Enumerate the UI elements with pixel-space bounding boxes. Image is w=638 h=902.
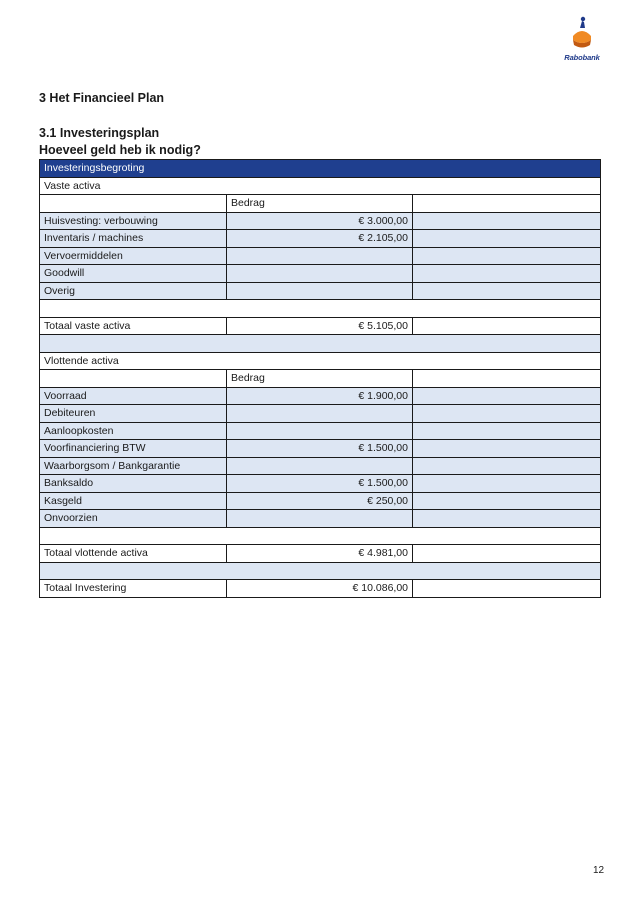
- table-row: [40, 387, 601, 405]
- table-row: [40, 422, 601, 440]
- row-amount: [227, 422, 413, 440]
- empty-cell: [40, 195, 227, 213]
- row-amount: [227, 510, 413, 528]
- section-title: Vaste activa: [40, 177, 601, 195]
- empty-cell: [413, 317, 601, 335]
- section-title: Vlottende activa: [40, 352, 601, 370]
- table-row: [40, 282, 601, 300]
- empty-cell: [413, 282, 601, 300]
- row-amount: € 1.500,00: [227, 475, 413, 493]
- amount-header-row: [40, 370, 601, 388]
- amount-header: Bedrag: [227, 370, 413, 388]
- row-amount: [227, 405, 413, 423]
- empty-cell: [413, 405, 601, 423]
- rabobank-logo: [558, 14, 606, 66]
- amount-header: Bedrag: [227, 195, 413, 213]
- row-label: Voorraad: [40, 387, 227, 405]
- total-row: [40, 317, 601, 335]
- table-row: [40, 230, 601, 248]
- row-amount: € 2.105,00: [227, 230, 413, 248]
- empty-cell: [413, 265, 601, 283]
- page-number: 12: [593, 865, 605, 876]
- row-label: Inventaris / machines: [40, 230, 227, 248]
- empty-cell: [413, 580, 601, 598]
- total-label: Totaal vlottende activa: [40, 545, 227, 563]
- row-label: Onvoorzien: [40, 510, 227, 528]
- total-amount: € 5.105,00: [227, 317, 413, 335]
- table-banner-row: [40, 160, 601, 178]
- table-banner: Investeringsbegroting: [40, 160, 601, 178]
- subsection-question: Hoeveel geld heb ik nodig?: [39, 143, 201, 157]
- table-row: [40, 440, 601, 458]
- spacer-row: [40, 562, 601, 580]
- spacer-row: [40, 335, 601, 353]
- row-label: Waarborgsom / Bankgarantie: [40, 457, 227, 475]
- spacer-cell: [40, 527, 601, 545]
- spacer-row: [40, 300, 601, 318]
- table-row: [40, 475, 601, 493]
- row-label: Kasgeld: [40, 492, 227, 510]
- empty-cell: [413, 440, 601, 458]
- table-row: [40, 247, 601, 265]
- subsection-title: 3.1 Investeringsplan: [39, 126, 160, 140]
- row-label: Banksaldo: [40, 475, 227, 493]
- section-title-row: [40, 177, 601, 195]
- section-title-row: [40, 352, 601, 370]
- row-amount: € 1.500,00: [227, 440, 413, 458]
- row-amount: [227, 457, 413, 475]
- empty-cell: [413, 457, 601, 475]
- grand-total-row: [40, 580, 601, 598]
- empty-cell: [413, 247, 601, 265]
- total-label: Totaal vaste activa: [40, 317, 227, 335]
- table-row: [40, 405, 601, 423]
- table-row: [40, 510, 601, 528]
- empty-cell: [413, 387, 601, 405]
- total-amount: € 4.981,00: [227, 545, 413, 563]
- grand-total-amount: € 10.086,00: [227, 580, 413, 598]
- table-row: [40, 457, 601, 475]
- row-label: Huisvesting: verbouwing: [40, 212, 227, 230]
- table-row: [40, 492, 601, 510]
- empty-cell: [413, 195, 601, 213]
- investment-plan-table: [39, 159, 601, 598]
- row-amount: [227, 265, 413, 283]
- row-amount: € 250,00: [227, 492, 413, 510]
- empty-cell: [413, 510, 601, 528]
- rabobank-logo-icon: [567, 14, 597, 52]
- amount-header-row: [40, 195, 601, 213]
- spacer-cell: [40, 300, 601, 318]
- subsection-heading: [39, 125, 201, 159]
- logo-text: Rabobank: [564, 53, 600, 62]
- empty-cell: [413, 545, 601, 563]
- row-amount: [227, 282, 413, 300]
- spacer-cell: [40, 562, 601, 580]
- row-label: Goodwill: [40, 265, 227, 283]
- row-amount: [227, 247, 413, 265]
- row-amount: € 3.000,00: [227, 212, 413, 230]
- section-heading: 3 Het Financieel Plan: [39, 91, 165, 105]
- table-row: [40, 212, 601, 230]
- spacer-row: [40, 527, 601, 545]
- table-row: [40, 265, 601, 283]
- grand-total-label: Totaal Investering: [40, 580, 227, 598]
- empty-cell: [413, 492, 601, 510]
- row-label: Debiteuren: [40, 405, 227, 423]
- empty-cell: [40, 370, 227, 388]
- empty-cell: [413, 230, 601, 248]
- spacer-cell: [40, 335, 601, 353]
- empty-cell: [413, 422, 601, 440]
- total-row: [40, 545, 601, 563]
- empty-cell: [413, 475, 601, 493]
- empty-cell: [413, 212, 601, 230]
- row-label: Vervoermiddelen: [40, 247, 227, 265]
- empty-cell: [413, 370, 601, 388]
- row-label: Aanloopkosten: [40, 422, 227, 440]
- row-amount: € 1.900,00: [227, 387, 413, 405]
- row-label: Voorfinanciering BTW: [40, 440, 227, 458]
- row-label: Overig: [40, 282, 227, 300]
